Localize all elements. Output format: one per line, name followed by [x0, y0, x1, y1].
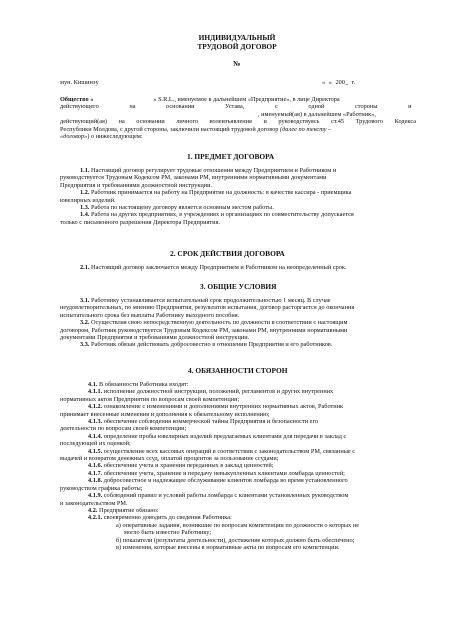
clause-1-1-line2: руководствуется Трудовым Кодексом РМ, законами РМ, внутренними нормативными документами	[60, 174, 327, 182]
clause-4-1-4-line2: последующей их оценкой;	[60, 440, 131, 448]
clause-4-1: 4.1. В обязанности Работника входят:	[88, 381, 189, 388]
clause-4-2-1-b: б) показатели (результаты деятельности), достижение которых должно быть обеспечено;	[116, 536, 355, 544]
clause-1-1-line3: Предприятия и требованиями должностной инструкции.	[60, 181, 213, 189]
section-1-heading: 1. ПРЕДМЕТ ДОГОВОРА	[187, 152, 275, 161]
intro-paragraph	[60, 96, 416, 140]
clause-4-1-5: 4.1.5. осуществление всех кассовых операций в соответствии с законодательством РМ, связанные с	[88, 447, 356, 455]
clause-3-1: 3.1. Работнику устанавливается испытательный срок продолжительностью 1 месяц. В случае	[80, 297, 331, 304]
clause-3-1-line2: неудовлетворительных, по мнению Предприятия, результатов испытания, договор расторгается до окончания	[60, 304, 355, 312]
clause-4-1-2: 4.1.2. ознакомление с изменениями и дополнениями внутренних нормативных актов, Работник	[88, 403, 344, 411]
clause-3-2: 3.2. Осуществляя свою непосредственную деятельность по должности в соответствии с настоящим	[80, 319, 348, 327]
intro-line-6: «договор») о нижеследующем:	[60, 133, 143, 141]
intro-line-2: действующего на основании Устава, с одной стороны и	[60, 103, 412, 111]
clause-1-2: 1.2. Работник принимается на работу на Предприятие на должность: в качестве кассира - приемщика	[80, 189, 352, 197]
clause-4-1-8-line2: руководством графика работы;	[60, 484, 143, 492]
doc-title-line2: ТРУДОВОЙ ДОГОВОР	[197, 42, 277, 51]
clause-3-2-line2: договором, Работник руководствуется Трудовым Кодексом РМ, законами РМ, внутренними нормативными	[60, 326, 348, 334]
clause-4-2-1-c: в) изменения, которые внесены в нормативные акты по вопросам его компетенции.	[116, 543, 340, 551]
intro-line-1: Общество « » S.R.L., именуемое в дальнейшем «Предприятие», в лице Директора	[60, 96, 340, 103]
clause-4-1-7: 4.1.7. обеспечение учета, хранение и передачу невыкупленных клиентами ломбарда ценностей;	[88, 469, 345, 477]
clause-4-1-1: 4.1.1. исполнение должностной инструкции, положений, регламентов и других внутренних	[88, 388, 334, 396]
clause-4-1-8: 4.1.8. добросовестное и надлежащее обслуживание клиентов ломбарда во время установленного	[88, 477, 348, 485]
section-2-heading: 2. СРОК ДЕЙСТВИЯ ДОГОВОРА	[170, 249, 285, 258]
doc-city: мун. Кишинэу	[60, 79, 99, 86]
doc-date: « » 200_ г.	[322, 79, 356, 86]
clause-3-3: 3.3. Работник обязан действовать добросовестно в отношении Предприятия и его работников.	[80, 341, 333, 349]
clause-3-1-line3: испытательного срока без выплаты Работнику выходного пособия.	[60, 311, 240, 319]
clause-4-2-1-a-line2: могло быть известно Работнику;	[124, 529, 212, 537]
clause-2-1: 2.1. Настоящий договор заключается между Предприятием и Работником на неопределенный срок.	[80, 264, 347, 271]
clause-4-1-5-line2: выдачей и возвратом денежных ссуд, оплатой процентов за пользование ссудами;	[60, 455, 279, 463]
doc-number: №	[233, 59, 241, 68]
clause-4-1-3-line2: деятельности по вопросам своей компетенции;	[60, 425, 187, 433]
section-3-body	[60, 297, 416, 349]
section-1-body	[60, 167, 416, 226]
intro-line-3: , именуемый(ая) в дальнейшем «Работник»,	[258, 110, 376, 118]
section-4-heading: 4. ОБЯЗАННОСТИ СТОРОН	[188, 366, 288, 375]
clause-4-1-9: 4.1.9. соблюдений правил и условий работы ломбарда с клиентами установленных руководством	[88, 492, 349, 500]
clause-4-2: 4.2. Предприятие обязано:	[88, 506, 159, 514]
doc-title-line1: ИНДИВИДУАЛЬНЫЙ	[198, 33, 276, 42]
clause-4-2-1: 4.2.1. своевременно доводить до сведения Работника:	[88, 514, 232, 522]
clause-4-1-4: 4.1.4. определение пробы ювелирных изделий предлагаемых клиентами для передачи в заклад с	[88, 432, 347, 440]
section-3-heading: 3. ОБЩИЕ УСЛОВИЯ	[200, 282, 277, 291]
clause-1-4: 1.4. Работа на других предприятиях, в учреждениях и организациях по совместительству допускается	[80, 211, 354, 219]
clause-4-2-1-a: a) оперативные задания, возникшие по вопросам компетенции по должности о которых не	[116, 521, 360, 529]
clause-4-1-2-line2: принимает внесенные изменения и дополнения к обязательному исполнению;	[60, 410, 270, 418]
clause-1-3: 1.3. Работа по настоящему договору является основным местом работы.	[80, 204, 274, 212]
intro-line-4: действующий(ая) на основании личного волеизъявления и руководствуясь ст.45 Трудового Кодекса	[60, 118, 416, 126]
section-4-body	[60, 381, 416, 551]
intro-line-5: Республики Молдова, с другой стороны, заключили настоящий трудовой договор (далее по тексту –	[60, 125, 332, 133]
company-label: Общество «	[60, 96, 94, 103]
clause-1-2-line2: ювелирных изделий.	[60, 196, 116, 204]
clause-4-1-6: 4.1.6. обеспечение учета и хранения переданных в заклад ценностей;	[88, 462, 274, 470]
clause-3-2-line3: документами Предприятия и требованиями должностной инструкции.	[60, 334, 250, 342]
clause-4-1-9-line2: и законодательством РМ.	[60, 499, 128, 507]
clause-1-1: 1.1. Настоящий договор регулирует трудовые отношения между Предприятием и Работником и	[80, 167, 337, 174]
clause-4-1-3: 4.1.3. обеспечение соблюдения коммерческой тайны Предприятия и безопасности его	[88, 418, 319, 426]
clause-1-4-line2: только с письменного разрешения Директора Предприятия.	[60, 218, 220, 226]
section-2-body	[60, 264, 416, 271]
clause-4-1-1-line2: нормативных актов Предприятия по вопросам своей компетенции;	[60, 395, 240, 403]
